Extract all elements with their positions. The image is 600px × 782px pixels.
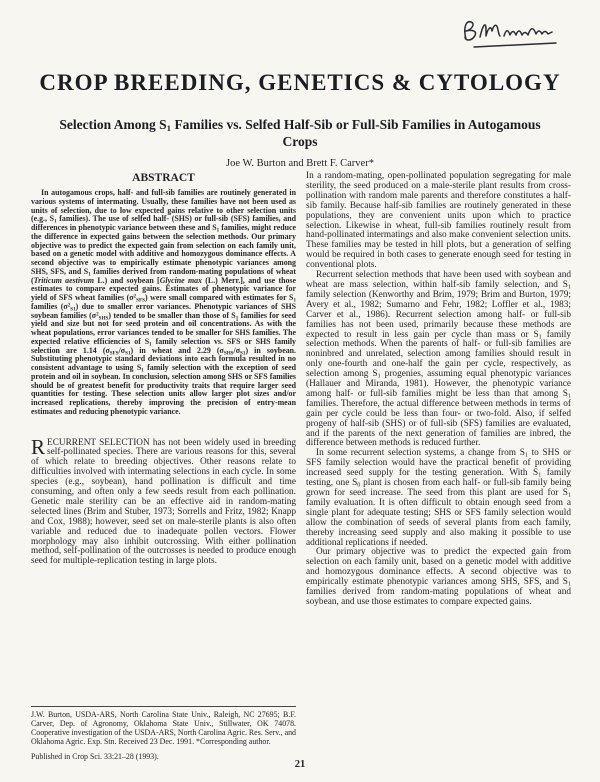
body-paragraph: In some recurrent selection systems, a change from $S_1$ to SHS or SFS family selection would have the practical benefit of providing increased seed supply for the testing generation. With $S_1$ family testing, one $S_0$ plant is chosen from each half- or full-sib family being grown for seed increase. The seed from this plant are used for $S_1$ family evaluation. It is often difficult to obtain enough seed from a single plant for adequate testing; SHS or SFS family selection would allow the combination of seeds of several plants from each family, thereby increasing seed supply and also making it possible to use additional replications if needed. xyxy=(306,448,572,548)
page-number: 21 xyxy=(294,759,306,770)
authors-byline: Joe W. Burton and Brett F. Carver* xyxy=(226,158,374,169)
article-header xyxy=(0,70,600,169)
article-title: Selection Among $S_1$ Families vs. Selfed Half-Sib or Full-Sib Families in Autogamous Crops xyxy=(59,117,541,149)
footnote-published: Published in Crop Sci. 33:21–28 (1993). xyxy=(31,752,159,762)
body-paragraph: Recurrent selection methods that have been used with soybean and wheat are mass selection, within half-sib family selection, and $S_1$ family selection (Kenworthy and Brim, 1979; Brim and Burton, 1979; Avery et al., 1982; Sumarno and Fehr, 1982; Loffler et al., 1983; Carver et al., 1986). Recurrent selection among half- or full-sib families has not been used, primarily because these methods are expected to result in less gain per cycle than mass or $S_1$ family selection methods. When the parents of half- or full-sib families are noninbred and unrelated, selection among families should result in only one-fourth and one-half the gain per cycle, respectively, as selection among $S_1$ progenies, assuming equal phenotypic variances (Hallauer and Miranda, 1981). However, the phenotypic variance among half- or full-sib families might be less than that among $S_1$ families. Therefore, the actual difference between methods in terms of gain per cycle could be less than four- or two-fold. Also, if selfed progeny of half-sib (SHS) or of full-sib (SFS) families are evaluated, and if the parents of the next generation of families are inbred, the difference between methods is reduced further. xyxy=(306,270,572,449)
footnote-divider xyxy=(31,706,296,707)
intro-paragraph xyxy=(31,434,296,568)
two-column-body xyxy=(31,172,571,762)
footnote-block xyxy=(31,706,296,762)
body-paragraph: In a random-mating, open-pollinated population segregating for male sterility, the seed produced on a male-sterile plant results from cross-pollination with random male parents and therefore constitutes a half-sib family. Because half-sib families are routinely generated in these populations, they are convenient units upon which to practice selection. Likewise in wheat, full-sib families routinely result from hand-pollinated intermatings and also make convenient selection units. These families may be tested in hill plots, but a generation of selfing would be required in both cases to generate enough seed for testing in conventional plots. xyxy=(306,171,571,271)
footnote-affiliation: J.W. Burton, USDA-ARS, North Carolina State Univ., Raleigh, NC 27695; B.F. Carver, Dep. of Agronomy, Oklahoma State Univ., Stillwater, OK 74078. Cooperative investigation of the USDA-ARS, North Carolina Agric. Res. Serv., and Oklahoma Agric. Exp. Stn. Received 23 Dec. 1991. *Corresponding author. xyxy=(31,710,296,746)
abstract-text: In autogamous crops, half- and full-sib families are routinely generated in various systems of intermating. Usually, these families have not been used as units of selection, due to low expected gains relative to other selection units (e.g., $S_1$ families). The use of selfed half- (SHS) or full-sib (SFS) families, and differences in phenotypic variance between these and $S_1$ families, might reduce the difference in expected gains between the selection methods. Our primary objective was to predict the expected gain from selection on each family unit, based on a genetic model with additive and homozygous dominance effects. A second objective was to empirically estimate phenotypic variances among SHS, SFS, and $S_1$ families derived from random-mating populations of wheat (Triticum aestivum L.) and soybean [Glycine max (L.) Merr.], and use those estimates to compare expected gains. Estimates of phenotypic variance for yield of SFS wheat families $(\sigma^2_{SFS})$ were small compared with estimates for $S_1$ families $(\sigma^2_{S1})$ due to smaller error variances. Phenotypic variances of SHS soybean families $(\sigma^2_{SHS})$ tended to be smaller than those of $S_1$ families for seed yield and size but not for seed protein and oil concentrations. As with the wheat populations, error variances tended to be smaller for SHS families. The expected relative efficiencies of $S_1$ family selection vs. SFS or SHS family selection are 1.14 $(\sigma_{SFS}/\sigma_{S1})$ in wheat and 2.29 $(\sigma_{SHS}/\sigma_{S1})$ in soybean. Substituting phenotypic standard deviations into each formula resulted in no consistent advantage to using $S_1$ family selection with the exception of seed protein and oil in soybean. In conclusion, selection among SHS or SFS families should be of greatest benefit for productivity traits that require larger seed quantities for testing. These selection units allow larger plot sizes and/or increased replications, thereby improving the precision of entry-mean estimates and reducing phenotypic variance. xyxy=(31,188,297,416)
body-paragraph: Our primary objective was to predict the expected gain from selection on each family unit, based on a genetic model with additive and homozygous dominance effects. A second objective was to empirically estimate phenotypic variances among SHS, SFS, and $S_1$ families derived from random-mating populations of wheat and soybean, and use those estimates to compare expected gains. xyxy=(306,547,571,607)
journal-section-title: CROP BREEDING, GENETICS & CYTOLOGY xyxy=(39,70,561,95)
intro-dropcap: R xyxy=(31,434,46,459)
abstract-heading: ABSTRACT xyxy=(132,172,195,184)
handwritten-signature-icon xyxy=(452,6,582,54)
left-column xyxy=(31,172,296,762)
right-column xyxy=(306,172,571,762)
intro-paragraph-text: ECURRENT SELECTION has not been widely used in breeding self-pollinated species. There are various reasons for this, several of which relate to breeding objectives. Other reasons relate to difficulties involved with intermating selections in each cycle. In some species (e.g., soybean), hand pollination is difficult and time consuming, and often only a few seeds result from each pollination. Genetic male sterility can be an effective aid in random-mating selected lines (Brim and Stuber, 1973; Sorrells and Fritz, 1982; Knapp and Cox, 1988); however, seed set on male-sterile plants is also often variable and reduced due to inadequate pollen vectors. Flower morphology may also inhibit outcrossing. With either pollination method, self-pollination of the outcrosses is needed to produce enough seed for multiple-replication testing in large plots. xyxy=(31,437,296,567)
